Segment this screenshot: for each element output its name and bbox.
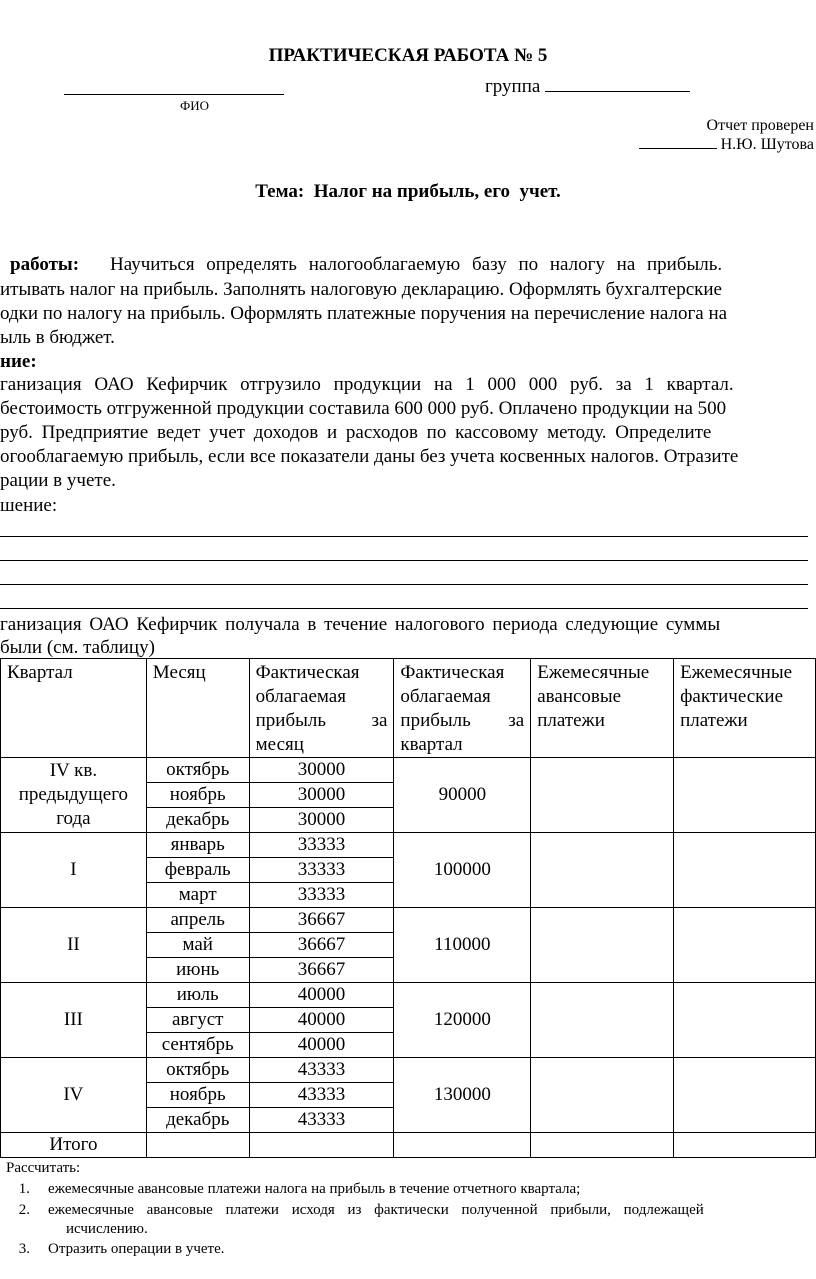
quarter-name: IV кв. предыдущего года: [1, 758, 147, 833]
task1-line-3: руб. Предприятие ведет учет доходов и расходов по кассовому методу. Определите: [0, 422, 712, 443]
table-row: [1, 908, 816, 933]
actual-payment-cell[interactable]: [674, 908, 816, 983]
actual-payment-cell[interactable]: [674, 758, 816, 833]
month-name: сентябрь: [146, 1033, 249, 1058]
monthly-profit: 36667: [249, 908, 394, 933]
monthly-profit: 33333: [249, 833, 394, 858]
calc-label: Рассчитать:: [6, 1160, 81, 1176]
calc-item-3: [0, 1240, 225, 1259]
goal-label: работы:: [10, 254, 80, 275]
goal-first-line: [10, 253, 79, 277]
calc-item-text: Отразить операции в учете.: [48, 1241, 225, 1257]
month-name: январь: [146, 833, 249, 858]
actual-payment-cell[interactable]: [674, 833, 816, 908]
monthly-profit: 43333: [249, 1058, 394, 1083]
month-name: апрель: [146, 908, 249, 933]
monthly-profit: 40000: [249, 1008, 394, 1033]
group-blank[interactable]: [545, 75, 690, 92]
signature-blank: [639, 136, 717, 149]
month-name: май: [146, 933, 249, 958]
advance-payment-cell[interactable]: [531, 758, 674, 833]
calc-item-text: ежемесячные авансовые платежи исходя из фактически полученной прибыли, подлежащей: [48, 1202, 704, 1218]
calc-item-number: 3.: [18, 1241, 30, 1257]
monthly-profit: 36667: [249, 958, 394, 983]
calc-item-number: 1.: [18, 1181, 30, 1197]
quarterly-profit: 120000: [394, 983, 531, 1058]
calc-item-1: [0, 1180, 580, 1199]
monthly-profit: 33333: [249, 883, 394, 908]
month-name: декабрь: [146, 1108, 249, 1133]
calc-item-number: 2.: [18, 1202, 30, 1218]
quarterly-profit: 90000: [394, 758, 531, 833]
task2-line-1: ганизация ОАО Кефирчик получала в течение налогового периода следующие суммы: [0, 614, 721, 635]
checker-signature: [639, 136, 814, 154]
header-monthly-advance: Ежемесячные авансовые платежи: [531, 659, 674, 758]
monthly-profit: 30000: [249, 783, 394, 808]
table-body: [1, 758, 816, 1133]
month-name: июнь: [146, 958, 249, 983]
actual-payment-cell[interactable]: [674, 983, 816, 1058]
monthly-profit: 43333: [249, 1083, 394, 1108]
task-heading: ние:: [0, 351, 37, 372]
table-row: [1, 758, 816, 783]
header-quarter: Квартал: [1, 659, 147, 758]
monthly-profit: 30000: [249, 758, 394, 783]
task1-line-2: бестоимость отгруженной продукции составила 600 000 руб. Оплачено продукции на 500: [0, 398, 727, 419]
header-month: Месяц: [146, 659, 249, 758]
monthly-profit: 36667: [249, 933, 394, 958]
goal-line-4: ыль в бюджет.: [0, 327, 115, 348]
calc-item-text: ежемесячные авансовые платежи налога на прибыль в течение отчетного квартала;: [48, 1181, 581, 1197]
header-monthly-actual: Ежемесячные фактические платежи: [674, 659, 816, 758]
quarterly-profit: 110000: [394, 908, 531, 983]
quarter-name: II: [1, 908, 147, 983]
total-row: [1, 1133, 816, 1158]
month-name: октябрь: [146, 758, 249, 783]
month-name: ноябрь: [146, 783, 249, 808]
group-label: группа: [485, 76, 541, 97]
answer-line[interactable]: [0, 584, 808, 585]
answer-line[interactable]: [0, 608, 808, 609]
task1-line-1: ганизация ОАО Кефирчик отгрузило продукции на 1 000 000 руб. за 1 квартал.: [0, 374, 734, 395]
table-cell[interactable]: [394, 1133, 531, 1158]
advance-payment-cell[interactable]: [531, 908, 674, 983]
table-row: [1, 833, 816, 858]
task1-line-4: огооблагаемую прибыль, если все показатели даны без учета косвенных налогов. Отразите: [0, 446, 739, 467]
table-row: [1, 983, 816, 1008]
checker-name: Н.Ю. Шутова: [720, 136, 814, 153]
month-name: ноябрь: [146, 1083, 249, 1108]
month-name: декабрь: [146, 808, 249, 833]
header-monthly-profit: Фактическая облагаемая прибыль за месяц: [249, 659, 394, 758]
table-cell[interactable]: [531, 1133, 674, 1158]
task1-line-5: рации в учете.: [0, 470, 116, 491]
table-cell[interactable]: [249, 1133, 394, 1158]
fio-label: ФИО: [180, 98, 210, 113]
monthly-profit: 40000: [249, 1033, 394, 1058]
month-name: февраль: [146, 858, 249, 883]
quarterly-profit: 130000: [394, 1058, 531, 1133]
month-name: август: [146, 1008, 249, 1033]
month-name: июль: [146, 983, 249, 1008]
monthly-profit: 30000: [249, 808, 394, 833]
quarterly-profit: 100000: [394, 833, 531, 908]
checked-label: Отчет проверен: [706, 117, 814, 134]
actual-payment-cell[interactable]: [674, 1058, 816, 1133]
fio-blank[interactable]: [64, 94, 284, 95]
group-field: [485, 75, 690, 98]
quarter-name: IV: [1, 1058, 147, 1133]
table-cell[interactable]: [146, 1133, 249, 1158]
task2-line-2: были (см. таблицу): [0, 637, 155, 658]
advance-payment-cell[interactable]: [531, 983, 674, 1058]
goal-line-1: Научиться определять налогооблагаемую базу по налогу на прибыль.: [110, 254, 723, 275]
answer-line[interactable]: [0, 536, 808, 537]
monthly-profit: 43333: [249, 1108, 394, 1133]
table-cell[interactable]: [674, 1133, 816, 1158]
answer-line[interactable]: [0, 560, 808, 561]
goal-line-3: одки по налогу на прибыль. Оформлять платежные поручения на перечисление налога на: [0, 303, 728, 324]
solution-label: шение:: [0, 495, 58, 516]
goal-line-2: итывать налог на прибыль. Заполнять налоговую декларацию. Оформлять бухгалтерские: [0, 279, 722, 300]
month-name: март: [146, 883, 249, 908]
monthly-profit: 33333: [249, 858, 394, 883]
page-title: ПРАКТИЧЕСКАЯ РАБОТА № 5: [268, 45, 548, 66]
profit-table: [0, 658, 816, 1158]
monthly-profit: 40000: [249, 983, 394, 1008]
total-label: Итого: [1, 1133, 147, 1158]
theme-heading: Тема: Налог на прибыль, его учет.: [255, 181, 561, 202]
advance-payment-cell[interactable]: [531, 1058, 674, 1133]
calc-item-2-cont: исчислению.: [66, 1221, 148, 1237]
quarter-name: I: [1, 833, 147, 908]
header-quarterly-profit: Фактическая облагаемая прибыль за квартал: [394, 659, 531, 758]
table-row: [1, 1058, 816, 1083]
month-name: октябрь: [146, 1058, 249, 1083]
advance-payment-cell[interactable]: [531, 833, 674, 908]
table-header-row: [1, 659, 816, 758]
calc-item-2: [0, 1201, 816, 1220]
quarter-name: III: [1, 983, 147, 1058]
